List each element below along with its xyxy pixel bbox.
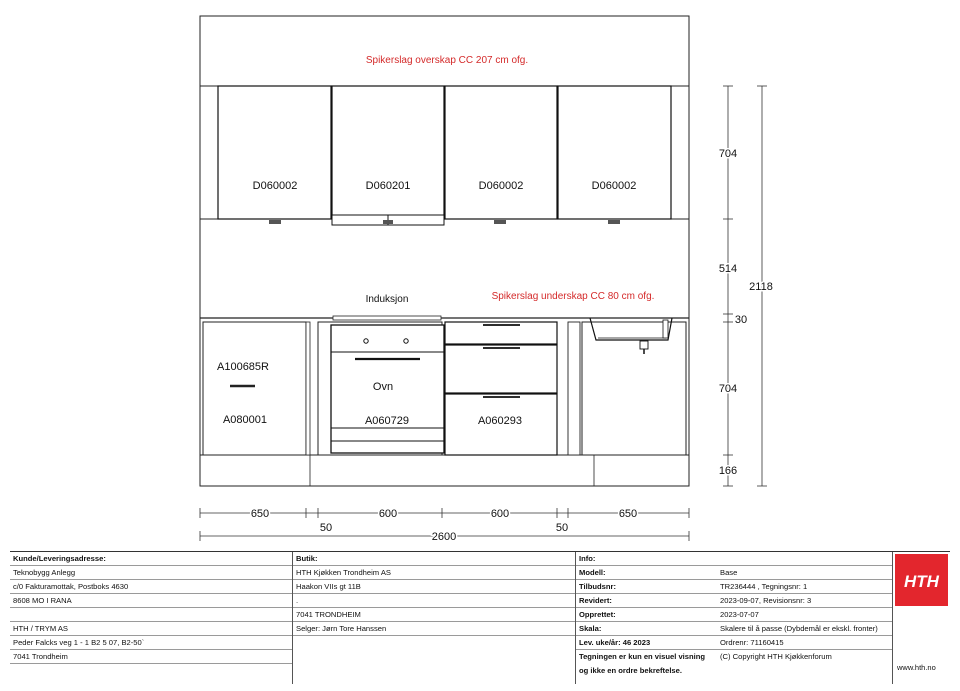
info-row bbox=[576, 664, 892, 677]
hth-logo bbox=[895, 554, 948, 606]
dim-704-lower: 704 bbox=[718, 383, 738, 395]
upper-code-3: D060002 bbox=[478, 180, 524, 192]
info-row bbox=[576, 608, 892, 622]
lower-nailing-note: Spikerslag underskap CC 80 cm ofg. bbox=[491, 291, 655, 302]
customer-line: Peder Falcks veg 1 - 1 B2 5 07, B2-50` bbox=[10, 636, 292, 650]
info-row bbox=[576, 580, 892, 594]
dim-50-left: 50 bbox=[319, 522, 333, 534]
base-code-oven: A060729 bbox=[364, 415, 410, 427]
dim-30: 30 bbox=[734, 314, 748, 326]
info-value: TR236444 , Tegningsnr: 1 bbox=[720, 582, 808, 591]
customer-line: c/0 Fakturamottak, Postboks 4630 bbox=[10, 580, 292, 594]
info-section bbox=[576, 552, 893, 684]
info-value: 2023-07-07 bbox=[720, 610, 759, 619]
brand-section bbox=[893, 552, 950, 684]
dim-2118: 2118 bbox=[749, 281, 773, 293]
store-line: HTH Kjøkken Trondheim AS bbox=[293, 566, 575, 580]
brand-url[interactable]: www.hth.no bbox=[897, 663, 936, 672]
info-label: Modell: bbox=[579, 568, 606, 577]
info-value: (C) Copyright HTH Kjøkkenforum bbox=[720, 652, 832, 661]
store-header: Butik: bbox=[293, 552, 575, 566]
dim-600-left: 600 bbox=[378, 508, 398, 520]
hth-logo-text: HTH bbox=[904, 572, 939, 591]
dim-650-left: 650 bbox=[250, 508, 270, 520]
dim-166: 166 bbox=[718, 465, 738, 477]
info-row bbox=[576, 566, 892, 580]
oven-label: Ovn bbox=[372, 381, 394, 393]
info-row bbox=[576, 636, 892, 650]
customer-section bbox=[10, 552, 293, 684]
dim-704-upper: 704 bbox=[718, 148, 738, 160]
upper-code-1: D060002 bbox=[252, 180, 298, 192]
info-label: Opprettet: bbox=[579, 610, 616, 619]
drawer-cabinet bbox=[445, 322, 557, 455]
left-base-cabinet bbox=[203, 322, 310, 455]
dim-650-right: 650 bbox=[618, 508, 638, 520]
customer-line: Teknobygg Anlegg bbox=[10, 566, 292, 580]
info-value: Ordrenr: 71160415 bbox=[720, 638, 784, 647]
hob-label: Induksjon bbox=[365, 294, 409, 305]
info-row bbox=[576, 622, 892, 636]
info-value: Skalere til å passe (Dybdemål er ekskl. fronter) bbox=[720, 624, 878, 633]
info-label: Skala: bbox=[579, 624, 602, 633]
base-code-left-top: A100685R bbox=[217, 361, 269, 373]
base-code-left-bottom: A080001 bbox=[222, 414, 268, 426]
customer-line: HTH / TRYM AS bbox=[10, 622, 292, 636]
upper-code-4: D060002 bbox=[591, 180, 637, 192]
dim-50-right: 50 bbox=[555, 522, 569, 534]
dim-514: 514 bbox=[718, 263, 738, 275]
info-label: Tilbudsnr: bbox=[579, 582, 616, 591]
upper-cabinets bbox=[218, 86, 671, 225]
customer-line: 7041 Trondheim bbox=[10, 650, 292, 664]
info-label: Tegningen er kun en visuel visning bbox=[579, 652, 706, 661]
title-block bbox=[10, 551, 950, 684]
store-section bbox=[293, 552, 576, 684]
info-header: Info: bbox=[576, 552, 892, 566]
info-value: Base bbox=[720, 568, 738, 577]
upper-nailing-note: Spikerslag overskap CC 207 cm ofg. bbox=[365, 55, 529, 66]
customer-line: 8608 MO I RANA bbox=[10, 594, 292, 608]
store-line: . bbox=[293, 594, 575, 608]
info-label: Lev. uke/år: 46 2023 bbox=[579, 638, 651, 647]
base-code-drawers: A060293 bbox=[477, 415, 523, 427]
dim-2600: 2600 bbox=[431, 531, 457, 543]
store-line: Selger: Jørn Tore Hanssen bbox=[293, 622, 575, 636]
info-row bbox=[576, 650, 892, 663]
store-line: 7041 TRONDHEIM bbox=[293, 608, 575, 622]
customer-header: Kunde/Leveringsadresse: bbox=[10, 552, 292, 566]
upper-code-2: D060201 bbox=[365, 180, 411, 192]
info-row bbox=[576, 594, 892, 608]
dim-600-right: 600 bbox=[490, 508, 510, 520]
info-label: og ikke en ordre bekreftelse. bbox=[579, 666, 682, 675]
store-line: Haakon VIIs gt 11B bbox=[293, 580, 575, 594]
info-value: 2023-09-07, Revisionsnr: 3 bbox=[720, 596, 812, 605]
customer-line bbox=[10, 608, 292, 622]
sink-cabinet bbox=[568, 318, 686, 455]
info-label: Revidert: bbox=[579, 596, 612, 605]
